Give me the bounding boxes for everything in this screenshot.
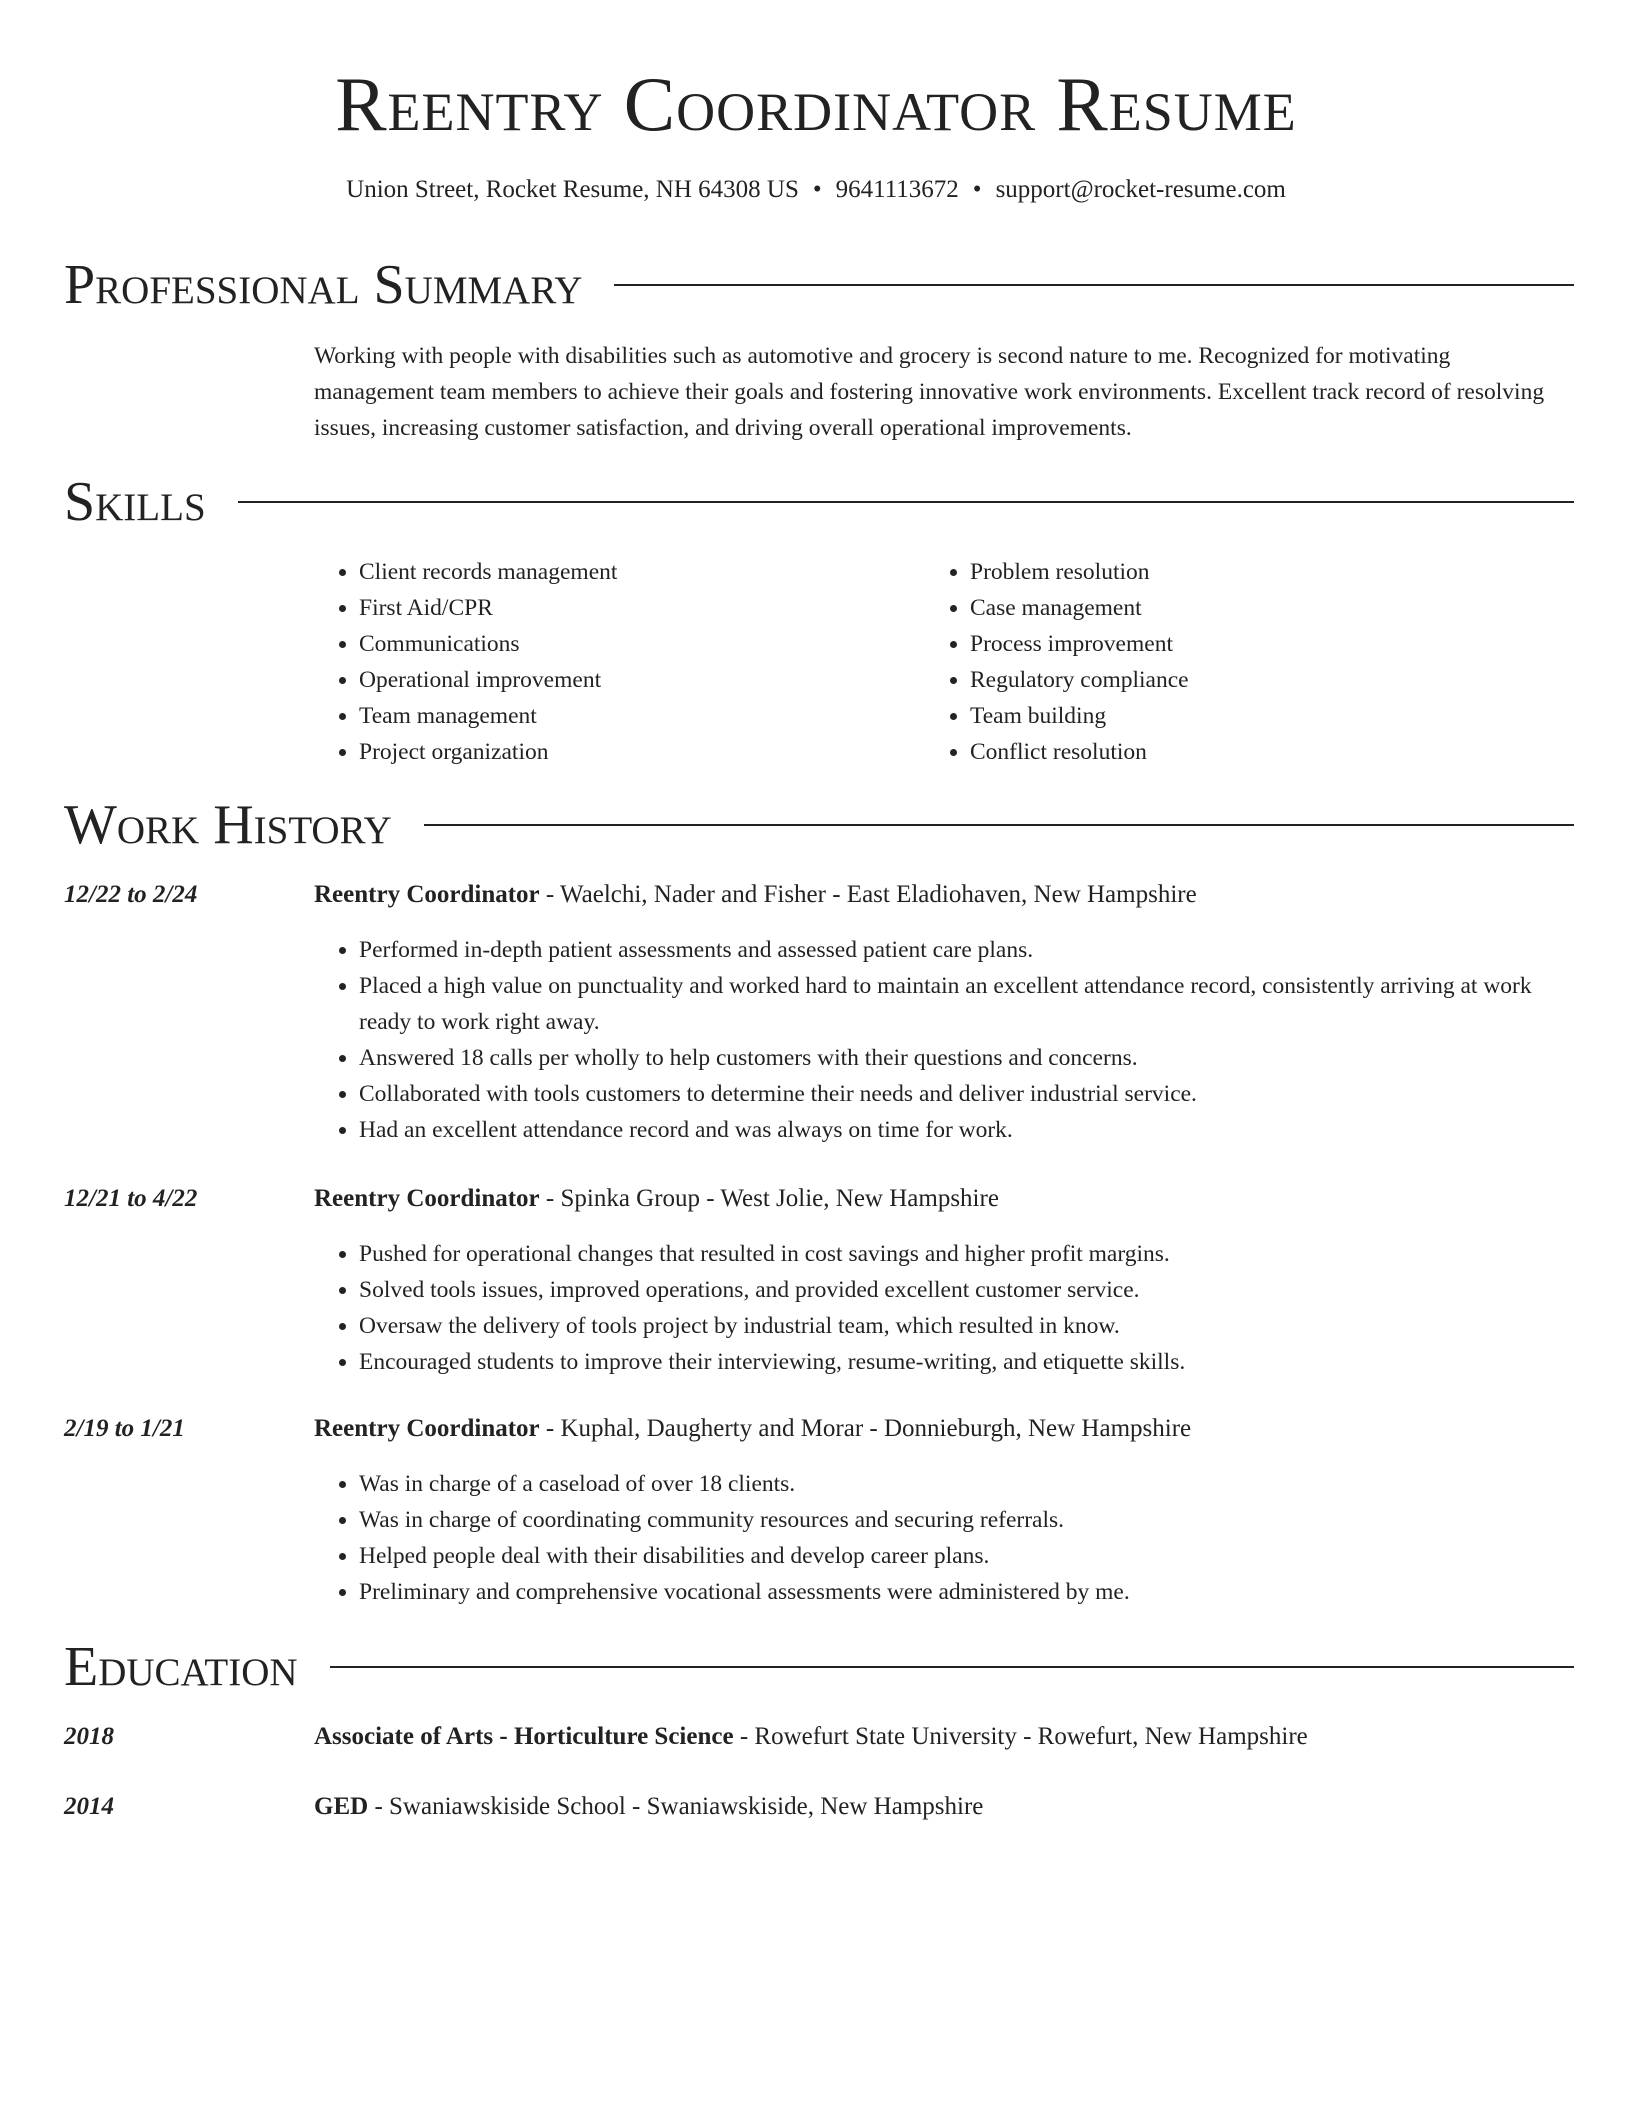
job-title: Reentry Coordinator — [314, 1185, 540, 1212]
list-item: • Helped people deal with their disabilities and develop career plans. — [359, 1538, 1576, 1574]
list-item: • Collaborated with tools customers to determine their needs and deliver industrial service. — [359, 1076, 1576, 1112]
education-entry — [314, 1789, 1576, 1825]
section-divider — [330, 1666, 1574, 1668]
education-heading: Education — [64, 1636, 298, 1698]
job-heading — [314, 1411, 1576, 1447]
job-details: - Spinka Group - West Jolie, New Hampshire — [539, 1185, 999, 1212]
list-item: • Had an excellent attendance record and was always on time for work. — [359, 1112, 1576, 1148]
contact-phone: 9641113672 — [835, 176, 959, 203]
skill-item: • Case management — [970, 590, 1530, 626]
section-divider — [614, 284, 1574, 286]
skill-item: • Process improvement — [970, 626, 1530, 662]
job-bullets — [314, 1466, 1576, 1610]
job-bullets — [314, 932, 1576, 1148]
list-item: • Preliminary and comprehensive vocational assessments were administered by me. — [359, 1574, 1576, 1610]
list-item: • Oversaw the delivery of tools project by industrial team, which resulted in know. — [359, 1308, 1576, 1344]
job-dates: 2/19 to 1/21 — [64, 1415, 185, 1442]
job-heading — [314, 877, 1576, 913]
resume-title: Reentry Coordinator Resume — [335, 61, 1297, 147]
education-degree: GED — [314, 1793, 369, 1820]
contact-line — [0, 173, 1632, 207]
education-section-header — [64, 1632, 1574, 1702]
skill-item: • Operational improvement — [359, 662, 919, 698]
education-year: 2014 — [64, 1793, 114, 1820]
job-details: - Waelchi, Nader and Fisher - East Eladiohaven, New Hampshire — [539, 881, 1197, 908]
education-details: - Rowefurt State University - Rowefurt, New Hampshire — [733, 1723, 1308, 1750]
summary-heading: Professional Summary — [64, 254, 583, 316]
job-bullets — [314, 1236, 1576, 1380]
work-section-header — [64, 790, 1574, 860]
skill-item: • Project organization — [359, 734, 919, 770]
skill-item: • Communications — [359, 626, 919, 662]
skill-item: • First Aid/CPR — [359, 590, 919, 626]
list-item: • Placed a high value on punctuality and worked hard to maintain an excellent attendance record, consistently arriving at work ready to work right away. — [359, 968, 1576, 1040]
skill-item: • Problem resolution — [970, 554, 1530, 590]
skill-item: • Team management — [359, 698, 919, 734]
list-item: • Encouraged students to improve their interviewing, resume-writing, and etiquette skills. — [359, 1344, 1576, 1380]
job-heading — [314, 1181, 1576, 1217]
job-details: - Kuphal, Daugherty and Morar - Donnieburgh, New Hampshire — [539, 1415, 1192, 1442]
summary-text: Working with people with disabilities such as automotive and grocery is second nature to me. Recognized for motivating management team members to achieve their goals and fostering innovative work environments. Excellent track record of resolving issues, increasing customer satisfaction, and driving overall operational improvements. — [314, 343, 1545, 441]
job-dates: 12/22 to 2/24 — [64, 881, 198, 908]
contact-separator: • — [972, 176, 982, 203]
work-heading: Work History — [64, 794, 392, 856]
section-divider — [238, 501, 1574, 503]
contact-separator: • — [812, 176, 822, 203]
skill-item: • Team building — [970, 698, 1530, 734]
section-divider — [424, 824, 1574, 826]
skill-item: • Client records management — [359, 554, 919, 590]
summary-section-header — [64, 250, 1574, 320]
job-dates: 12/21 to 4/22 — [64, 1185, 198, 1212]
skill-item: • Conflict resolution — [970, 734, 1530, 770]
job-title: Reentry Coordinator — [314, 1415, 540, 1442]
list-item: • Was in charge of coordinating community resources and securing referrals. — [359, 1502, 1576, 1538]
contact-address: Union Street, Rocket Resume, NH 64308 US — [346, 176, 799, 203]
list-item: • Pushed for operational changes that resulted in cost savings and higher profit margins. — [359, 1236, 1576, 1272]
list-item: • Was in charge of a caseload of over 18 clients. — [359, 1466, 1576, 1502]
education-year: 2018 — [64, 1723, 114, 1750]
education-details: - Swaniawskiside School - Swaniawskiside, New Hampshire — [368, 1793, 984, 1820]
list-item: • Answered 18 calls per wholly to help customers with their questions and concerns. — [359, 1040, 1576, 1076]
contact-email[interactable]: support@rocket-resume.com — [995, 176, 1286, 203]
skills-list-left — [314, 554, 919, 770]
education-degree: Associate of Arts - Horticulture Science — [314, 1723, 734, 1750]
list-item: • Solved tools issues, improved operations, and provided excellent customer service. — [359, 1272, 1576, 1308]
skills-heading: Skills — [64, 471, 206, 533]
job-title: Reentry Coordinator — [314, 881, 540, 908]
skill-item: • Regulatory compliance — [970, 662, 1530, 698]
skills-list-right — [925, 554, 1530, 770]
skills-section-header — [64, 467, 1574, 537]
education-entry — [314, 1719, 1576, 1755]
list-item: • Performed in-depth patient assessments and assessed patient care plans. — [359, 932, 1576, 968]
